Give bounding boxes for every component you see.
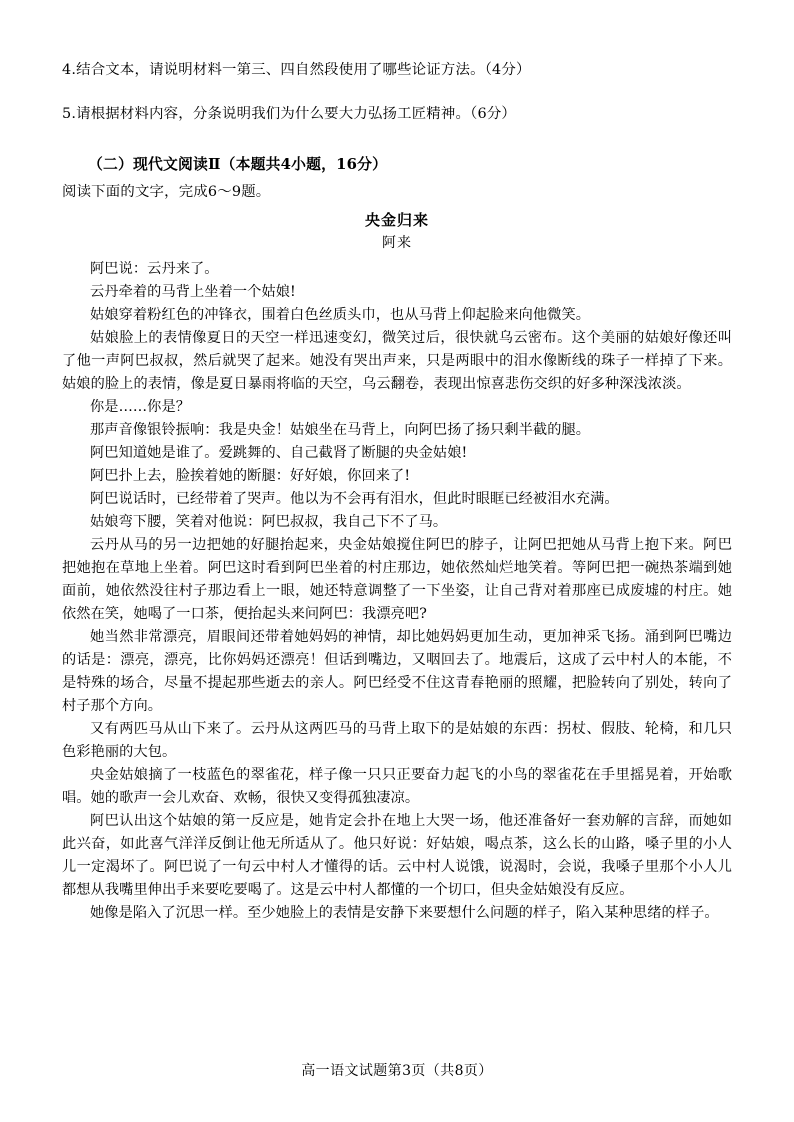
passage-title: 央金归来 (364, 211, 429, 230)
passage-paragraph: 云丹牵着的马背上坐着一个姑娘! (90, 284, 296, 301)
passage-paragraph: 她像是陷入了沉思一样。至少她脸上的表情是安静下来要想什么问题的样子，陷入某种思绪的样子。 (90, 905, 719, 922)
passage-paragraph: 阿巴说：云丹来了。 (90, 261, 219, 278)
passage-paragraph: 阿巴知道她是谁了。爱跳舞的、自己截肾了断腿的央金姑娘! (90, 445, 468, 462)
passage-paragraph: 云丹从马的另一边把她的好腿抬起来，央金姑娘搅住阿巴的脖子，让阿巴把她从马背上抱下来。阿巴把她抱在草地上坐着。阿巴这时看到阿巴坐着的村庄那边，她依然灿烂地笑着。等阿巴把一碗热茶端到她面前，她依然没往村子那边看上一眼，她还特意调整了一下坐姿，让自己背对着那座已成废墟的村庄。她依然在笑，她喝了一口茶，便抬起头来问阿巴：我漂亮吧? (62, 537, 732, 623)
passage-paragraph: 阿巴扑上去，脸挨着她的断腿：好好娘，你回来了! (90, 468, 411, 485)
question-4: 4.结合文本，请说明材料一第三、四自然段使用了哪些论证方法。（4分） (62, 62, 531, 78)
page-footer: 高一语文试题第3页（共8页） (301, 1063, 493, 1079)
passage-paragraph: 阿巴说话时，已经带着了哭声。他以为不会再有泪水，但此时眼眶已经被泪水充满。 (90, 491, 619, 508)
section-heading: （二）现代文阅读Ⅱ（本题共4小题，16分） (88, 156, 388, 174)
passage-paragraph: 那声音像银铃振响：我是央金！姑娘坐在马背上，向阿巴扬了扬只剩半截的腿。 (90, 422, 591, 439)
passage-paragraph: 她当然非常漂亮，眉眼间还带着她妈妈的神情，却比她妈妈更加生动，更加神采飞扬。涌到阿巴嘴边的话是：漂亮，漂亮，比你妈妈还漂亮！但话到嘴边，又咽回去了。地震后，这成了云中村人的本能，不是特殊的场合，尽量不提起那些逝去的亲人。阿巴经受不住这青春艳丽的照耀，把脸转向了别处，转向了村子那个方向。 (62, 629, 732, 715)
passage-paragraph: 你是……你是？ (90, 399, 191, 416)
passage-author: 阿来 (382, 235, 412, 252)
passage-paragraph: 央金姑娘摘了一枝蓝色的翠雀花，样子像一只只正要奋力起飞的小鸟的翠雀花在手里摇晃着，开始歌唱。她的歌声一会儿欢奋、欢畅，很快又变得孤独凄凉。 (62, 767, 732, 807)
section-instruction: 阅读下面的文字，完成6～9题。 (62, 184, 271, 201)
passage-paragraph: 姑娘弯下腰，笑着对他说：阿巴叔叔，我自己下不了马。 (90, 514, 448, 531)
passage-paragraph: 又有两匹马从山下来了。云丹从这两匹马的马背上取下的是姑娘的东西：拐杖、假肢、轮椅，和几只色彩艳丽的大包。 (62, 721, 732, 761)
passage-paragraph: 姑娘脸上的表情像夏日的天空一样迅速变幻，微笑过后，很快就乌云密布。这个美丽的姑娘好像还叫了他一声阿巴叔叔，然后就哭了起来。她没有哭出声来，只是两眼中的泪水像断线的珠子一样掉了下来。姑娘的脸上的表情，像是夏日暴雨将临的天空，乌云翻卷，表现出惊喜悲伤交织的好多种深浅浓淡。 (62, 330, 732, 393)
question-5: 5.请根据材料内容，分条说明我们为什么要大力弘扬工匠精神。（6分） (62, 105, 517, 122)
passage-paragraph: 阿巴认出这个姑娘的第一反应是，她肯定会扑在地上大哭一场，他还准备好一套劝解的言辞，而她如此兴奋，如此喜气洋洋反倒让他无所适从了。他只好说：好姑娘，喝点茶，这么长的山路，嗓子里的小人儿一定渴坏了。阿巴说了一句云中村人才懂得的话。云中村人说饿，说渴时，会说，我嗓子里那个小人儿都想从我嘴里伸出手来要吃要喝了。这是云中村人都懂的一个切口，但央金姑娘没有反应。 (62, 813, 732, 899)
passage-paragraph: 姑娘穿着粉红色的冲锋衣，围着白色丝质头巾，也从马背上仰起脸来向他微笑。 (90, 307, 591, 324)
